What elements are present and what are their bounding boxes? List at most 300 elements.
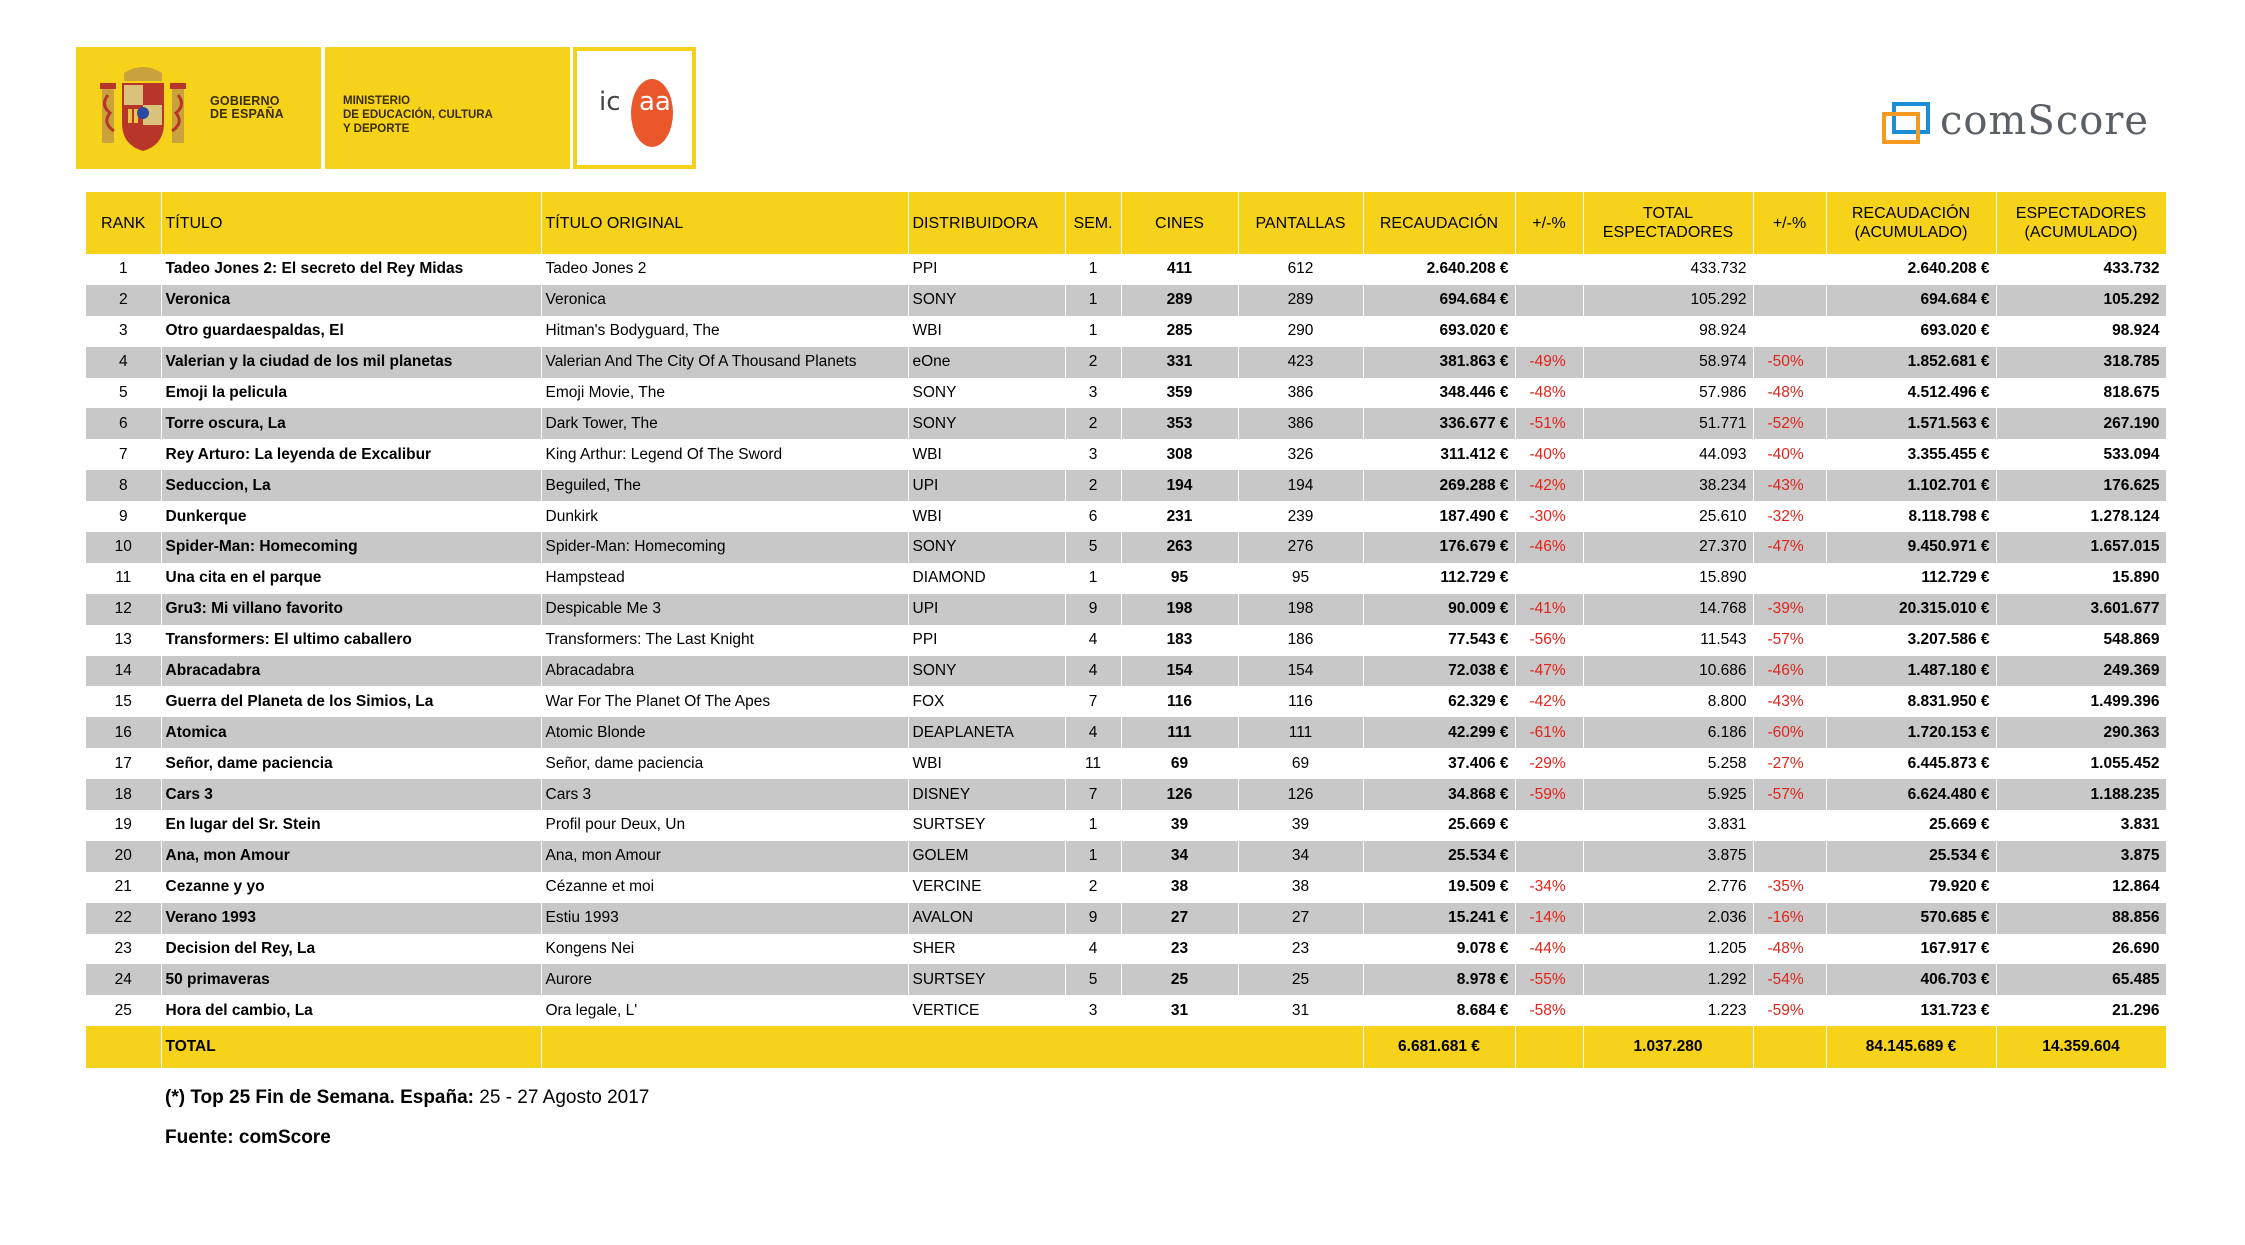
cell-recaudacion-acumulado: 9.450.971 €: [1826, 532, 1996, 563]
cell-pantallas: 186: [1238, 625, 1363, 656]
cell-recaudacion: 8.684 €: [1363, 995, 1515, 1026]
cell-pantallas: 290: [1238, 316, 1363, 347]
ministry-line-2: DE EDUCACIÓN, CULTURA: [343, 109, 493, 121]
cell-cines: 38: [1121, 872, 1238, 903]
cell-semana: 1: [1065, 254, 1121, 285]
cell-semana: 11: [1065, 748, 1121, 779]
cell-recaudacion-acumulado: 8.831.950 €: [1826, 686, 1996, 717]
cell-distribuidora: SONY: [908, 408, 1065, 439]
note-bold: (*) Top 25 Fin de Semana. España:: [165, 1087, 474, 1108]
cell-titulo-original: Aurore: [541, 964, 908, 995]
cell-recaudacion: 176.679 €: [1363, 532, 1515, 563]
cell-recaudacion-acumulado: 4.512.496 €: [1826, 378, 1996, 409]
cell-cines: 231: [1121, 501, 1238, 532]
cell-pantallas: 423: [1238, 347, 1363, 378]
cell-espectadores-acumulado: 533.094: [1996, 439, 2166, 470]
cell-pct-recaudacion: -30%: [1515, 501, 1583, 532]
cell-titulo: Rey Arturo: La leyenda de Excalibur: [161, 439, 541, 470]
cell-titulo-original: King Arthur: Legend Of The Sword: [541, 439, 908, 470]
table-row: [86, 995, 2166, 1026]
table-row: [86, 964, 2166, 995]
cell-distribuidora: SONY: [908, 378, 1065, 409]
cell-pct-recaudacion: -51%: [1515, 408, 1583, 439]
cell-espectadores: 38.234: [1583, 470, 1753, 501]
cell-pantallas: 326: [1238, 439, 1363, 470]
cell-semana: 5: [1065, 532, 1121, 563]
cell-semana: 4: [1065, 717, 1121, 748]
table-body: [86, 254, 2166, 1026]
col-espectadores-acumulado: ESPECTADORES (ACUMULADO): [1996, 192, 2166, 254]
cell-espectadores-acumulado: 26.690: [1996, 934, 2166, 965]
cell-cines: 27: [1121, 903, 1238, 934]
cell-espectadores: 2.776: [1583, 872, 1753, 903]
cell-recaudacion-acumulado: 131.723 €: [1826, 995, 1996, 1026]
cell-rank: 16: [86, 717, 161, 748]
cell-cines: 411: [1121, 254, 1238, 285]
cell-titulo-original: Hampstead: [541, 563, 908, 594]
col-pct-recaudacion: +/-%: [1515, 192, 1583, 254]
cell-titulo: 50 primaveras: [161, 964, 541, 995]
cell-titulo: Verano 1993: [161, 903, 541, 934]
cell-pct-espectadores: [1753, 316, 1826, 347]
cell-cines: 25: [1121, 964, 1238, 995]
cell-rank: 15: [86, 686, 161, 717]
cell-cines: 198: [1121, 594, 1238, 625]
cell-titulo: Emoji la pelicula: [161, 378, 541, 409]
cell-rank: 7: [86, 439, 161, 470]
cell-titulo-original: Despicable Me 3: [541, 594, 908, 625]
cell-cines: 23: [1121, 934, 1238, 965]
cell-recaudacion-acumulado: 406.703 €: [1826, 964, 1996, 995]
cell-recaudacion: 693.020 €: [1363, 316, 1515, 347]
cell-cines: 34: [1121, 841, 1238, 872]
cell-espectadores-acumulado: 88.856: [1996, 903, 2166, 934]
cell-recaudacion: 2.640.208 €: [1363, 254, 1515, 285]
period-note: [165, 1087, 649, 1109]
cell-pantallas: 23: [1238, 934, 1363, 965]
cell-espectadores: 3.831: [1583, 810, 1753, 841]
table-row: [86, 594, 2166, 625]
cell-espectadores: 6.186: [1583, 717, 1753, 748]
cell-pantallas: 69: [1238, 748, 1363, 779]
cell-rank: 2: [86, 285, 161, 316]
cell-recaudacion: 42.299 €: [1363, 717, 1515, 748]
cell-pct-espectadores: [1753, 810, 1826, 841]
cell-distribuidora: SONY: [908, 285, 1065, 316]
cell-titulo: Abracadabra: [161, 656, 541, 687]
cell-recaudacion: 34.868 €: [1363, 779, 1515, 810]
cell-distribuidora: UPI: [908, 594, 1065, 625]
cell-espectadores-acumulado: 3.601.677: [1996, 594, 2166, 625]
cell-recaudacion: 187.490 €: [1363, 501, 1515, 532]
cell-titulo: Atomica: [161, 717, 541, 748]
cell-pantallas: 239: [1238, 501, 1363, 532]
col-rank: RANK: [86, 192, 161, 254]
totals-row: [86, 1026, 2166, 1068]
cell-espectadores: 8.800: [1583, 686, 1753, 717]
cell-pct-recaudacion: -58%: [1515, 995, 1583, 1026]
gov-line-2: DE ESPAÑA: [210, 107, 284, 121]
cell-titulo-original: Cars 3: [541, 779, 908, 810]
cell-semana: 1: [1065, 810, 1121, 841]
cell-espectadores: 10.686: [1583, 656, 1753, 687]
cell-espectadores-acumulado: 21.296: [1996, 995, 2166, 1026]
cell-espectadores: 98.924: [1583, 316, 1753, 347]
cell-distribuidora: VERTICE: [908, 995, 1065, 1026]
col-recaudacion: RECAUDACIÓN: [1363, 192, 1515, 254]
cell-titulo: Dunkerque: [161, 501, 541, 532]
cell-pct-recaudacion: -61%: [1515, 717, 1583, 748]
table-row: [86, 439, 2166, 470]
table-row: [86, 501, 2166, 532]
table-row: [86, 254, 2166, 285]
table-row: [86, 748, 2166, 779]
table-row: [86, 563, 2166, 594]
cell-espectadores: 25.610: [1583, 501, 1753, 532]
cell-pantallas: 289: [1238, 285, 1363, 316]
cell-titulo: Seduccion, La: [161, 470, 541, 501]
cell-pct-espectadores: [1753, 841, 1826, 872]
comscore-logo: [1880, 98, 2180, 148]
cell-distribuidora: SHER: [908, 934, 1065, 965]
cell-cines: 308: [1121, 439, 1238, 470]
ministry-line-3: Y DEPORTE: [343, 123, 410, 135]
cell-espectadores-acumulado: 12.864: [1996, 872, 2166, 903]
cell-pct-recaudacion: -59%: [1515, 779, 1583, 810]
cell-recaudacion: 381.863 €: [1363, 347, 1515, 378]
cell-distribuidora: DIAMOND: [908, 563, 1065, 594]
cell-titulo-original: Atomic Blonde: [541, 717, 908, 748]
cell-recaudacion-acumulado: 3.355.455 €: [1826, 439, 1996, 470]
cell-pct-espectadores: -57%: [1753, 779, 1826, 810]
gobierno-text: [210, 95, 284, 121]
col-pct-espectadores: +/-%: [1753, 192, 1826, 254]
cell-espectadores: 1.223: [1583, 995, 1753, 1026]
cell-rank: 6: [86, 408, 161, 439]
cell-distribuidora: WBI: [908, 439, 1065, 470]
cell-rank: 22: [86, 903, 161, 934]
cell-rank: 5: [86, 378, 161, 409]
cell-cines: 359: [1121, 378, 1238, 409]
cell-rank: 23: [86, 934, 161, 965]
source-note: Fuente: comScore: [165, 1127, 331, 1148]
cell-espectadores: 11.543: [1583, 625, 1753, 656]
cell-titulo: Transformers: El ultimo caballero: [161, 625, 541, 656]
cell-rank: 19: [86, 810, 161, 841]
comscore-box-icon: [1880, 102, 1932, 146]
coat-of-arms-icon: [98, 65, 188, 153]
table-row: [86, 408, 2166, 439]
cell-semana: 3: [1065, 378, 1121, 409]
cell-pct-espectadores: -32%: [1753, 501, 1826, 532]
table-row: [86, 470, 2166, 501]
cell-titulo: Veronica: [161, 285, 541, 316]
cell-espectadores: 5.925: [1583, 779, 1753, 810]
cell-pct-espectadores: -60%: [1753, 717, 1826, 748]
cell-recaudacion-acumulado: 112.729 €: [1826, 563, 1996, 594]
cell-semana: 2: [1065, 470, 1121, 501]
totals-recaudacion: 6.681.681 €: [1363, 1026, 1515, 1068]
cell-cines: 285: [1121, 316, 1238, 347]
cell-recaudacion: 269.288 €: [1363, 470, 1515, 501]
cell-pct-recaudacion: -34%: [1515, 872, 1583, 903]
cell-espectadores: 14.768: [1583, 594, 1753, 625]
cell-pct-espectadores: -48%: [1753, 378, 1826, 409]
icaa-text-right: aa: [639, 87, 671, 117]
cell-pct-recaudacion: [1515, 316, 1583, 347]
cell-semana: 4: [1065, 625, 1121, 656]
cell-recaudacion: 90.009 €: [1363, 594, 1515, 625]
cell-distribuidora: WBI: [908, 748, 1065, 779]
cell-titulo-original: Emoji Movie, The: [541, 378, 908, 409]
cell-pct-recaudacion: -46%: [1515, 532, 1583, 563]
cell-titulo: Guerra del Planeta de los Simios, La: [161, 686, 541, 717]
cell-pantallas: 154: [1238, 656, 1363, 687]
cell-recaudacion: 72.038 €: [1363, 656, 1515, 687]
col-distribuidora: DISTRIBUIDORA: [908, 192, 1065, 254]
cell-pct-recaudacion: [1515, 285, 1583, 316]
cell-cines: 111: [1121, 717, 1238, 748]
cell-recaudacion-acumulado: 3.207.586 €: [1826, 625, 1996, 656]
cell-recaudacion-acumulado: 1.102.701 €: [1826, 470, 1996, 501]
cell-pct-espectadores: -16%: [1753, 903, 1826, 934]
cell-pantallas: 386: [1238, 408, 1363, 439]
totals-label: TOTAL: [161, 1026, 541, 1068]
table-row: [86, 656, 2166, 687]
cell-rank: 25: [86, 995, 161, 1026]
cell-pantallas: 386: [1238, 378, 1363, 409]
cell-espectadores-acumulado: 249.369: [1996, 656, 2166, 687]
cell-rank: 20: [86, 841, 161, 872]
cell-rank: 4: [86, 347, 161, 378]
table-row: [86, 285, 2166, 316]
cell-rank: 14: [86, 656, 161, 687]
cell-espectadores: 15.890: [1583, 563, 1753, 594]
cell-titulo: Cars 3: [161, 779, 541, 810]
cell-titulo-original: Transformers: The Last Knight: [541, 625, 908, 656]
cell-distribuidora: SURTSEY: [908, 964, 1065, 995]
cell-espectadores-acumulado: 105.292: [1996, 285, 2166, 316]
cell-espectadores-acumulado: 3.875: [1996, 841, 2166, 872]
cell-espectadores-acumulado: 433.732: [1996, 254, 2166, 285]
table-row: [86, 934, 2166, 965]
cell-cines: 126: [1121, 779, 1238, 810]
cell-titulo: Valerian y la ciudad de los mil planetas: [161, 347, 541, 378]
cell-pct-recaudacion: -56%: [1515, 625, 1583, 656]
cell-distribuidora: PPI: [908, 625, 1065, 656]
cell-distribuidora: VERCINE: [908, 872, 1065, 903]
cell-distribuidora: AVALON: [908, 903, 1065, 934]
cell-pantallas: 126: [1238, 779, 1363, 810]
cell-semana: 7: [1065, 686, 1121, 717]
col-recaudacion-acumulado: RECAUDACIÓN (ACUMULADO): [1826, 192, 1996, 254]
col-total-espectadores: TOTAL ESPECTADORES: [1583, 192, 1753, 254]
cell-pantallas: 31: [1238, 995, 1363, 1026]
cell-recaudacion: 9.078 €: [1363, 934, 1515, 965]
cell-cines: 194: [1121, 470, 1238, 501]
box-office-table: [86, 192, 2167, 1068]
cell-semana: 3: [1065, 439, 1121, 470]
cell-espectadores-acumulado: 1.278.124: [1996, 501, 2166, 532]
table-row: [86, 779, 2166, 810]
cell-pct-recaudacion: [1515, 254, 1583, 285]
cell-pct-espectadores: -27%: [1753, 748, 1826, 779]
cell-titulo: Spider-Man: Homecoming: [161, 532, 541, 563]
ministerio-text: [343, 94, 493, 136]
cell-pct-espectadores: -57%: [1753, 625, 1826, 656]
cell-titulo: Una cita en el parque: [161, 563, 541, 594]
cell-pantallas: 27: [1238, 903, 1363, 934]
cell-espectadores-acumulado: 290.363: [1996, 717, 2166, 748]
cell-cines: 95: [1121, 563, 1238, 594]
cell-espectadores: 57.986: [1583, 378, 1753, 409]
cell-pantallas: 111: [1238, 717, 1363, 748]
cell-recaudacion-acumulado: 570.685 €: [1826, 903, 1996, 934]
cell-pantallas: 39: [1238, 810, 1363, 841]
cell-titulo: Tadeo Jones 2: El secreto del Rey Midas: [161, 254, 541, 285]
cell-titulo-original: Cézanne et moi: [541, 872, 908, 903]
cell-recaudacion-acumulado: 25.669 €: [1826, 810, 1996, 841]
cell-pct-recaudacion: -42%: [1515, 470, 1583, 501]
cell-rank: 8: [86, 470, 161, 501]
cell-titulo-original: Valerian And The City Of A Thousand Planets: [541, 347, 908, 378]
cell-espectadores: 44.093: [1583, 439, 1753, 470]
cell-pantallas: 116: [1238, 686, 1363, 717]
table-row: [86, 903, 2166, 934]
cell-cines: 263: [1121, 532, 1238, 563]
cell-distribuidora: eOne: [908, 347, 1065, 378]
cell-distribuidora: WBI: [908, 316, 1065, 347]
cell-titulo: Señor, dame paciencia: [161, 748, 541, 779]
totals-recaudacion-acumulado: 84.145.689 €: [1826, 1026, 1996, 1068]
cell-semana: 6: [1065, 501, 1121, 532]
cell-espectadores-acumulado: 818.675: [1996, 378, 2166, 409]
cell-espectadores: 51.771: [1583, 408, 1753, 439]
cell-recaudacion-acumulado: 79.920 €: [1826, 872, 1996, 903]
cell-titulo: En lugar del Sr. Stein: [161, 810, 541, 841]
col-sem: SEM.: [1065, 192, 1121, 254]
table-header-row: [86, 192, 2166, 254]
icaa-text-left: ic: [599, 87, 621, 117]
cell-espectadores-acumulado: 1.055.452: [1996, 748, 2166, 779]
cell-recaudacion: 112.729 €: [1363, 563, 1515, 594]
cell-semana: 2: [1065, 347, 1121, 378]
cell-espectadores-acumulado: 65.485: [1996, 964, 2166, 995]
cell-distribuidora: SONY: [908, 532, 1065, 563]
cell-recaudacion-acumulado: 1.852.681 €: [1826, 347, 1996, 378]
cell-recaudacion-acumulado: 6.624.480 €: [1826, 779, 1996, 810]
cell-titulo: Gru3: Mi villano favorito: [161, 594, 541, 625]
table-row: [86, 347, 2166, 378]
cell-espectadores-acumulado: 1.657.015: [1996, 532, 2166, 563]
cell-rank: 24: [86, 964, 161, 995]
cell-pct-espectadores: -48%: [1753, 934, 1826, 965]
cell-pct-espectadores: -46%: [1753, 656, 1826, 687]
cell-pantallas: 34: [1238, 841, 1363, 872]
cell-semana: 2: [1065, 872, 1121, 903]
cell-rank: 10: [86, 532, 161, 563]
table-row: [86, 378, 2166, 409]
cell-recaudacion-acumulado: 1.487.180 €: [1826, 656, 1996, 687]
cell-recaudacion: 37.406 €: [1363, 748, 1515, 779]
cell-espectadores-acumulado: 1.188.235: [1996, 779, 2166, 810]
cell-cines: 69: [1121, 748, 1238, 779]
cell-recaudacion-acumulado: 167.917 €: [1826, 934, 1996, 965]
cell-pct-recaudacion: -29%: [1515, 748, 1583, 779]
cell-pct-recaudacion: -49%: [1515, 347, 1583, 378]
cell-espectadores-acumulado: 176.625: [1996, 470, 2166, 501]
cell-titulo-original: Abracadabra: [541, 656, 908, 687]
cell-espectadores-acumulado: 1.499.396: [1996, 686, 2166, 717]
cell-titulo-original: Hitman's Bodyguard, The: [541, 316, 908, 347]
col-pantallas: PANTALLAS: [1238, 192, 1363, 254]
cell-recaudacion-acumulado: 1.571.563 €: [1826, 408, 1996, 439]
cell-pantallas: 276: [1238, 532, 1363, 563]
cell-pct-recaudacion: [1515, 563, 1583, 594]
cell-espectadores-acumulado: 15.890: [1996, 563, 2166, 594]
cell-espectadores: 2.036: [1583, 903, 1753, 934]
cell-recaudacion: 25.669 €: [1363, 810, 1515, 841]
cell-titulo: Decision del Rey, La: [161, 934, 541, 965]
cell-rank: 17: [86, 748, 161, 779]
cell-titulo-original: Dunkirk: [541, 501, 908, 532]
cell-recaudacion-acumulado: 1.720.153 €: [1826, 717, 1996, 748]
cell-rank: 13: [86, 625, 161, 656]
col-titulo: TÍTULO: [161, 192, 541, 254]
cell-semana: 5: [1065, 964, 1121, 995]
table-row: [86, 625, 2166, 656]
cell-semana: 9: [1065, 903, 1121, 934]
cell-rank: 21: [86, 872, 161, 903]
cell-rank: 9: [86, 501, 161, 532]
cell-cines: 289: [1121, 285, 1238, 316]
cell-cines: 116: [1121, 686, 1238, 717]
cell-recaudacion: 348.446 €: [1363, 378, 1515, 409]
cell-espectadores: 1.205: [1583, 934, 1753, 965]
cell-pct-recaudacion: -55%: [1515, 964, 1583, 995]
cell-recaudacion-acumulado: 8.118.798 €: [1826, 501, 1996, 532]
cell-pantallas: 612: [1238, 254, 1363, 285]
cell-pantallas: 194: [1238, 470, 1363, 501]
cell-pct-espectadores: [1753, 285, 1826, 316]
cell-pct-espectadores: -39%: [1753, 594, 1826, 625]
cell-pct-espectadores: -40%: [1753, 439, 1826, 470]
cell-pct-espectadores: -43%: [1753, 686, 1826, 717]
cell-pct-espectadores: -35%: [1753, 872, 1826, 903]
cell-pct-espectadores: -47%: [1753, 532, 1826, 563]
cell-titulo-original: Señor, dame paciencia: [541, 748, 908, 779]
table-row: [86, 841, 2166, 872]
cell-recaudacion: 8.978 €: [1363, 964, 1515, 995]
cell-cines: 39: [1121, 810, 1238, 841]
cell-rank: 3: [86, 316, 161, 347]
cell-titulo: Cezanne y yo: [161, 872, 541, 903]
cell-espectadores: 5.258: [1583, 748, 1753, 779]
cell-cines: 31: [1121, 995, 1238, 1026]
cell-titulo: Hora del cambio, La: [161, 995, 541, 1026]
cell-pct-espectadores: -59%: [1753, 995, 1826, 1026]
cell-titulo: Torre oscura, La: [161, 408, 541, 439]
cell-titulo: Otro guardaespaldas, El: [161, 316, 541, 347]
cell-distribuidora: SURTSEY: [908, 810, 1065, 841]
cell-recaudacion-acumulado: 2.640.208 €: [1826, 254, 1996, 285]
cell-titulo-original: Spider-Man: Homecoming: [541, 532, 908, 563]
cell-cines: 183: [1121, 625, 1238, 656]
cell-espectadores-acumulado: 3.831: [1996, 810, 2166, 841]
cell-titulo-original: Ora legale, L': [541, 995, 908, 1026]
cell-rank: 11: [86, 563, 161, 594]
table-row: [86, 872, 2166, 903]
